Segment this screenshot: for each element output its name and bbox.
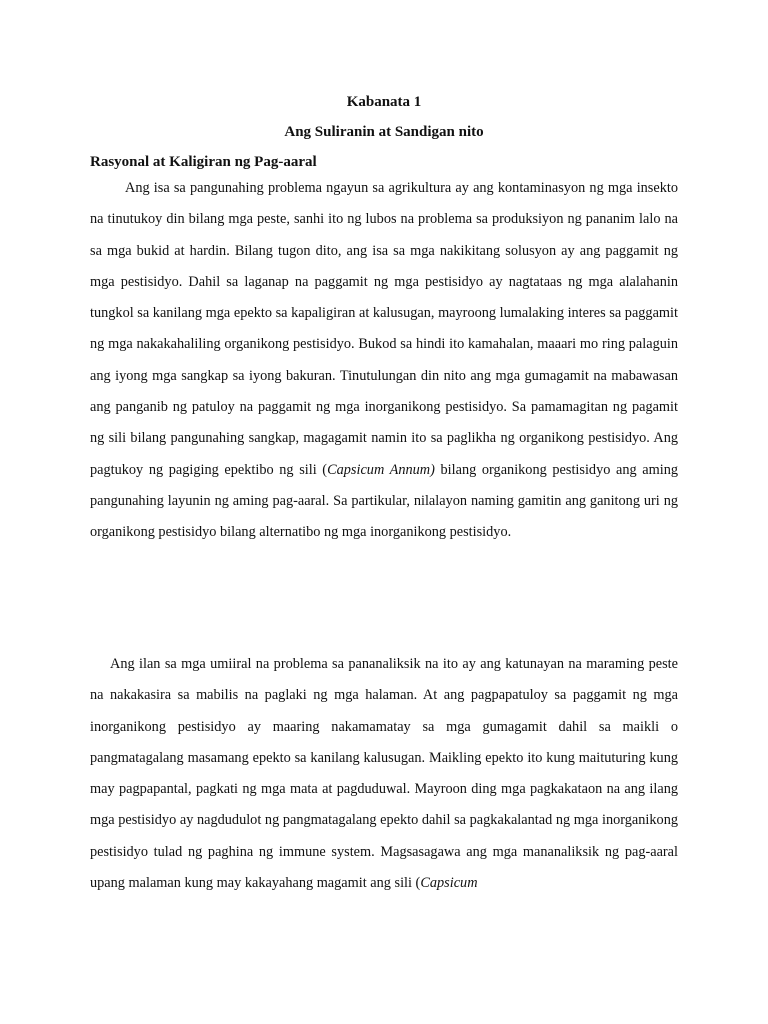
scientific-name: Capsicum Annum) bbox=[327, 461, 435, 478]
paragraph-text: Ang ilan sa mga umiiral na problema sa pananaliksik na ito ay ang katunayan na maraming peste na nakakasira sa mabilis na paglaki ng mga halaman. At ang pagpapatuloy sa paggamit ng mga inorganikong pestisidyo ay maaring nakamamatay sa mga gumagamit dahil sa maikli o pangmatagalang masamang epekto sa kanilang kalusugan. Maikling epekto ito kung maituturing kung may pagpapantal, pagkati ng mga mata at pagduduwal. Mayroon ding mga pagkakataon na ang ilang mga pestisidyo ay nagdudulot ng pangmatagalang epekto dahil sa pagkakalantad ng mga inorganikong pestisidyo tulad ng paghina ng immune system. Magsasagawa ang mga mananaliksik ng pag-aaral upang malaman kung may kakayahang magamit ang sili ( bbox=[90, 656, 678, 892]
paragraph-text: Ang isa sa pangunahing problema ngayun sa agrikultura ay ang kontaminasyon ng mga insekto na tinutukoy din bilang mga peste, sanhi ito ng lubos na problema sa produksiyon ng pananim lalo na sa mga bukid at hardin. Bilang tugon dito, ang isa sa mga nakikitang solusyon ay ang paggamit ng mga pestisidyo. Dahil sa laganap na paggamit ng mga pestisidyo ay nagtataas ng mga alalahanin tungkol sa kanilang mga epekto sa kapaligiran at kalusugan, mayroong lumalaking interes sa paggamit ng mga nakakahaliling organikong pestisidyo. Bukod sa hindi ito kamahalan, maaari mo ring palaguin ang iyong mga sangkap sa iyong bakuran. Tinutulungan din nito ang mga gumagamit na mabawasan ang panganib ng patuloy na paggamit ng mga inorganikong pestisidyo. Sa pamamagitan ng pagamit ng sili bilang pangunahing sangkap, magagamit namin ito sa paglikha ng organikong pestisidyo. Ang pagtukoy ng pagiging epektibo ng sili ( bbox=[90, 180, 678, 478]
chapter-title: Ang Suliranin at Sandigan nito bbox=[284, 124, 484, 140]
paragraph-text: bilang organikong pestisidyo ang aming pangunahing layunin ng aming pag-aaral. Sa partikular, nilalayon naming gamitin ang ganitong uri ng organikong pestisidyo bilang alternatibo ng mga inorganikong pestisidyo. bbox=[90, 461, 678, 541]
paragraph-rationale-2 bbox=[90, 649, 678, 899]
chapter-label: Kabanata 1 bbox=[346, 94, 422, 110]
section-heading: Rasyonal at Kaligiran ng Pag-aaral bbox=[90, 154, 317, 170]
paragraph-rationale-1 bbox=[90, 173, 678, 549]
scientific-name: Capsicum bbox=[420, 875, 478, 892]
